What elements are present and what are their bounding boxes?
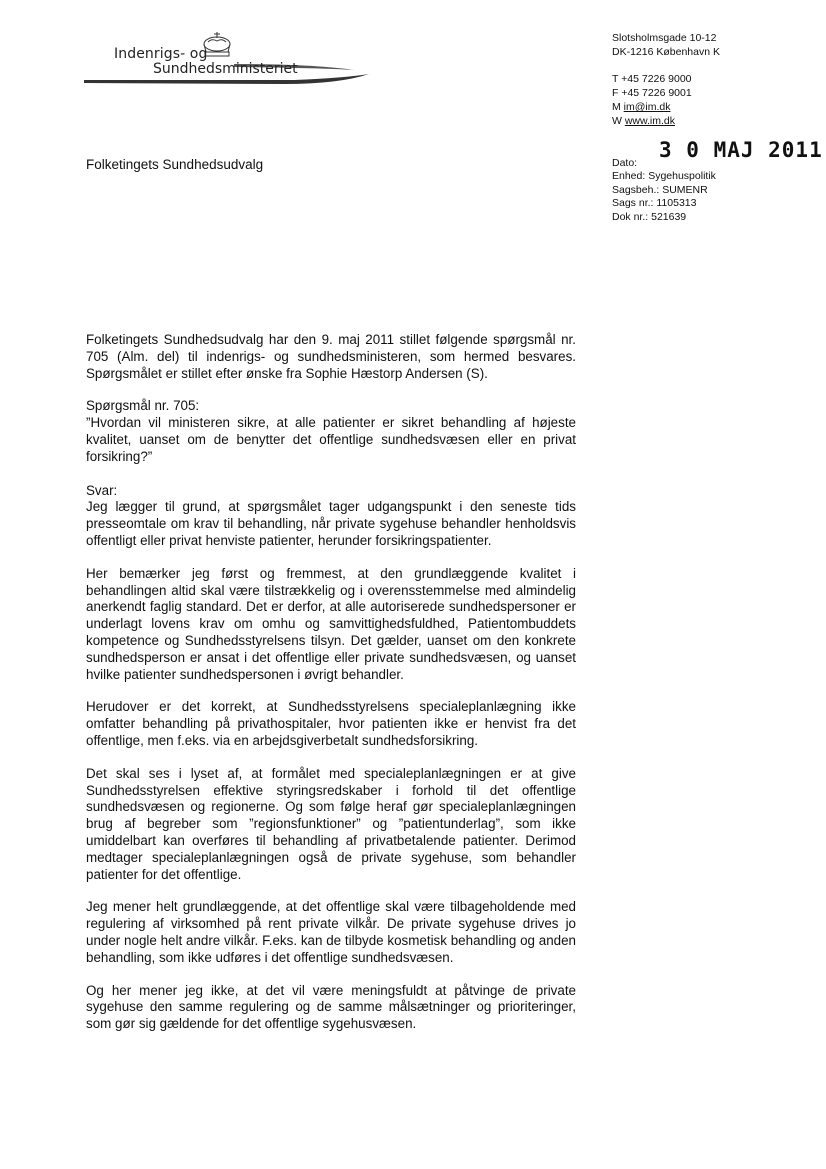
answer-paragraph-1: Jeg lægger til grund, at spørgsmålet tager udgangspunkt i den seneste tids presseomtale om krav til behandling, når private sygehuse behandler henholdsvis offentligt eller privat henviste patienter, herunder forsikringspatienter.	[86, 499, 576, 548]
date-stamp: 3 0 MAJ 2011	[659, 138, 823, 162]
sags-nr: Sags nr.: 1105313	[612, 197, 697, 209]
logo-text-line2: Sundhedsministeriet	[153, 61, 298, 77]
sender-street: Slotsholmsgade 10-12	[612, 32, 717, 44]
answer-paragraph-5: Jeg mener helt grundlæggende, at det offentlige skal være tilbageholdende med regulering af virksomhed på rent private vilkår. De private sygehuse drives jo under nogle helt andre vilkår. F.eks. kan de tilbyde kosmetisk behandling og anden behandling, som ikke udføres i det offentlige sundhedsvæsen.	[86, 899, 576, 965]
intro-paragraph: Folketingets Sundhedsudvalg har den 9. maj 2011 stillet følgende spørgsmål nr. 705 (Alm. del) til indenrigs- og sundhedsministeren, som hermed besvares. Spørgsmålet er stillet efter ønske fra Sophie Hæstorp Andersen (S).	[86, 332, 576, 381]
dato-row	[612, 138, 823, 170]
question-label: Spørgsmål nr. 705:	[86, 398, 200, 414]
sagsbehandler: Sagsbeh.: SUMENR	[612, 183, 708, 196]
enhed: Enhed: Sygehuspolitik	[612, 170, 716, 182]
sender-web-row	[612, 114, 720, 128]
web-prefix: W	[612, 115, 625, 127]
mail-prefix: M	[612, 101, 624, 113]
sender-address-block	[612, 31, 720, 128]
question-block	[86, 398, 576, 465]
logo-text-line1: Indenrigs- og	[114, 46, 208, 62]
sender-city: DK-1216 København K	[612, 46, 720, 58]
recipient: Folketingets Sundhedsudvalg	[86, 157, 264, 172]
answer-paragraph-6: Og her mener jeg ikke, at det vil være meningsfuldt at påtvinge de private sygehuse den samme regulering og de samme målsætninger og prioriteringer, som gør sig gældende for det offentlige sygehusvæsen.	[86, 982, 576, 1032]
question-text: ”Hvordan vil ministeren sikre, at alle patienter er sikret behandling af højeste kvalitet, uanset om de benytter det offentlige sundhedsvæsen eller en privat forsikring?”	[86, 415, 576, 464]
dato-label: Dato:	[612, 157, 638, 169]
answer-paragraph-4: Det skal ses i lyset af, at formålet med specialeplanlægningen er at give Sundhedsstyrelsen effektive styringsredskaber i forhold til det offentlige sundhedsvæsen og regionerne. Og som følge heraf gør specialeplanlægningen brug af begreber som ”regionsfunktioner” og ”patientunderlag”, som ikke umiddelbart kan overføres til behandling af privatbetalende patienter. Derimod medtager specialeplanlægningen også de private sygehuse, som behandler patienter for det offentlige.	[86, 765, 576, 882]
letter-body	[86, 332, 576, 1049]
sender-phone: T +45 7226 9000	[612, 73, 692, 85]
answer-intro	[86, 483, 576, 550]
answer-label: Svar:	[86, 482, 118, 498]
web-link[interactable]: www.im.dk	[624, 115, 676, 127]
document-meta-block	[612, 138, 823, 224]
dok-nr: Dok nr.: 521639	[612, 210, 687, 223]
ministry-logo	[84, 30, 384, 92]
mail-link[interactable]: im@im.dk	[623, 101, 671, 113]
answer-paragraph-2: Her bemærker jeg først og fremmest, at den grundlæggende kvalitet i behandlingen altid skal være tilstrækkelig og i overensstemmelse med almindelig anerkendt faglig standard. Det er derfor, at alle autoriserede sundhedspersoner er underlagt lovens krav om omhu og samvittighedsfuldhed, Patientombuddets kompetence og Sundhedsstyrelsens tilsyn. Det gælder, uanset om den konkrete sundhedsperson er ansat i det offentlige eller private sundhedsvæsen, og uanset hvilke patienter sundhedspersonen i øvrigt behandler.	[86, 565, 576, 682]
sender-mail-row	[612, 100, 720, 114]
answer-paragraph-3: Herudover er det korrekt, at Sundhedsstyrelsens specialeplanlægning ikke omfatter behandling på privathospitaler, hvor patienten ikke er henvist fra det offentlige, men f.eks. via en arbejdsgiverbetalt sundhedsforsikring.	[86, 699, 576, 748]
sender-fax: F +45 7226 9001	[612, 87, 692, 99]
